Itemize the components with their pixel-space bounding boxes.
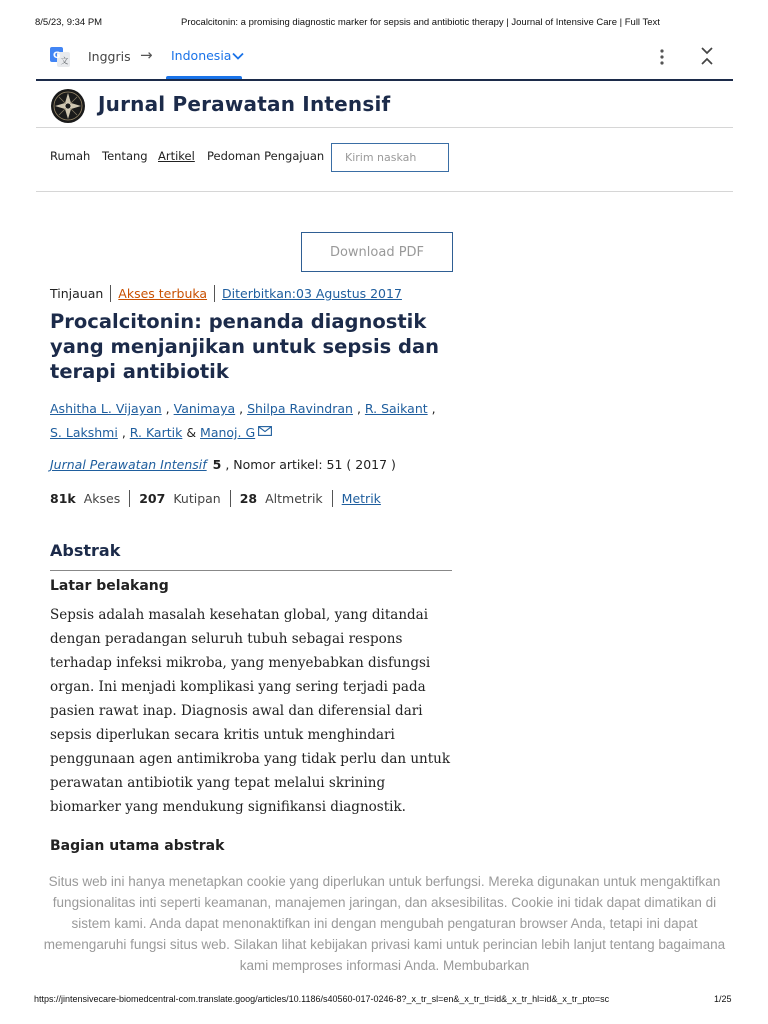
google-translate-icon[interactable] — [50, 47, 70, 67]
author-link[interactable]: Manoj. G — [200, 425, 256, 440]
submit-manuscript-input[interactable] — [332, 144, 448, 171]
mail-icon[interactable] — [258, 426, 272, 436]
main-body-heading: Bagian utama abstrak — [50, 838, 225, 854]
citation-volume: 5 — [212, 457, 222, 472]
author-link[interactable]: Vanimaya — [173, 401, 236, 416]
print-page-title: Procalcitonin: a promising diagnostic marker for sepsis and antibiotic therapy | Journal of Intensive Care | Full Text — [181, 17, 660, 28]
metrics-divider — [129, 490, 130, 507]
target-language[interactable]: Indonesia — [171, 48, 232, 63]
altmetric-count: 28 — [239, 490, 258, 506]
print-footer — [0, 994, 768, 1008]
source-language[interactable]: Inggris — [88, 49, 131, 64]
meta-divider — [214, 285, 215, 302]
meta-divider — [110, 285, 111, 302]
download-pdf-button[interactable]: Download PDF — [301, 232, 453, 272]
nav-item-submission-guidelines[interactable]: Pedoman Pengajuan — [207, 149, 325, 163]
metrics-divider — [230, 490, 231, 507]
print-page-number: 1/25 — [714, 994, 732, 1004]
submit-manuscript-box[interactable] — [331, 143, 449, 172]
more-vert-icon[interactable] — [656, 48, 668, 66]
background-text: Sepsis adalah masalah kesehatan global, yang ditandai dengan peradangan seluruh tubuh sebagai respons terhadap infeksi mikroba, yang menyebabkan disfungsi organ. Ini menjadi komplikasi yang sering terjadi pada pasien rawat inap. Diagnosis awal dan diferensial dari sepsis diperlukan secara kritis untuk menghindari penggunaan agen antimikroba yang tidak perlu dan untuk perawatan antibiotik yang tepat melalui skrining biomarker yang mendukung signifikansi diagnostik. — [50, 607, 451, 815]
author-link[interactable]: Shilpa Ravindran — [247, 401, 353, 416]
accesses-count: 81k — [50, 490, 76, 506]
article-type: Tinjauan — [50, 285, 104, 301]
open-access-link[interactable]: Akses terbuka — [118, 285, 208, 301]
author-separator: , — [235, 401, 248, 416]
citation-journal-link[interactable]: Jurnal Perawatan Intensif — [50, 457, 207, 472]
print-header — [0, 17, 768, 31]
author-link[interactable]: R. Kartik — [129, 425, 183, 440]
translate-arrow-icon: → — [140, 46, 153, 64]
author-link[interactable]: Ashitha L. Vijayan — [50, 401, 162, 416]
article-meta — [50, 284, 402, 302]
article-metrics — [50, 489, 381, 507]
svg-text:G: G — [53, 51, 61, 61]
citation-line — [50, 457, 396, 472]
author-separator: , — [117, 425, 130, 440]
journal-title[interactable]: Jurnal Perawatan Intensif — [98, 92, 391, 116]
article-title: Procalcitonin: penanda diagnostik yang menjanjikan untuk sepsis dan terapi antibiotik — [50, 310, 440, 383]
translate-bar — [36, 40, 733, 82]
abstract-heading: Abstrak — [50, 541, 121, 560]
accesses-label: Akses — [83, 490, 121, 506]
journal-nav — [36, 140, 733, 192]
author-separator: , — [352, 401, 365, 416]
altmetric-label: Altmetrik — [265, 490, 323, 506]
cookie-notice: Situs web ini hanya menetapkan cookie yang diperlukan untuk berfungsi. Mereka digunakan untuk mengaktifkan fungsionalitas inti seperti keamanan, manajemen jaringan, dan aksesibilitas. Cookie ini tidak dapat dimatikan di sistem kami. Anda dapat menonaktifkan ini dengan mengubah pengaturan browser Anda, tetapi ini dapat memengaruhi fungsi situs web. Silakan lihat kebijakan privasi kami untuk perincian lebih lanjut tentang bagaimana kami memproses informasi Anda. Membubarkan — [43, 874, 726, 973]
author-separator: & — [182, 425, 201, 440]
citations-label: Kutipan — [173, 490, 221, 506]
svg-text:文: 文 — [60, 56, 69, 66]
citations-count: 207 — [139, 490, 166, 506]
journal-header — [36, 86, 733, 128]
published-date-link[interactable]: Diterbitkan:03 Agustus 2017 — [222, 285, 402, 301]
citation-details: , Nomor artikel: 51 ( 2017 ) — [221, 457, 396, 472]
nav-item-about[interactable]: Tentang — [102, 149, 148, 163]
author-separator: , — [427, 401, 436, 416]
abstract-divider — [50, 570, 452, 571]
translate-bar-divider — [36, 79, 733, 81]
author-separator: , — [161, 401, 174, 416]
print-datetime: 8/5/23, 9:34 PM — [35, 17, 103, 28]
metrics-divider — [332, 490, 333, 507]
chevron-down-icon[interactable] — [232, 52, 244, 60]
nav-item-articles[interactable]: Artikel — [158, 149, 195, 163]
background-heading: Latar belakang — [50, 578, 169, 594]
print-url: https://jintensivecare-biomedcentral-com.translate.goog/articles/10.1186/s40560-017-0246-8?_x_tr_sl=en&_x_tr_tl=id&_x_tr_hl=id&_x_tr_pto=sc — [34, 994, 610, 1004]
author-link[interactable]: R. Saikant — [364, 401, 428, 416]
metrics-link[interactable]: Metrik — [341, 490, 381, 506]
author-list — [50, 397, 450, 445]
author-link[interactable]: S. Lakshmi — [50, 425, 118, 440]
nav-item-home[interactable]: Rumah — [50, 149, 91, 163]
journal-logo-icon[interactable] — [50, 88, 86, 124]
collapse-icon[interactable] — [699, 46, 715, 68]
